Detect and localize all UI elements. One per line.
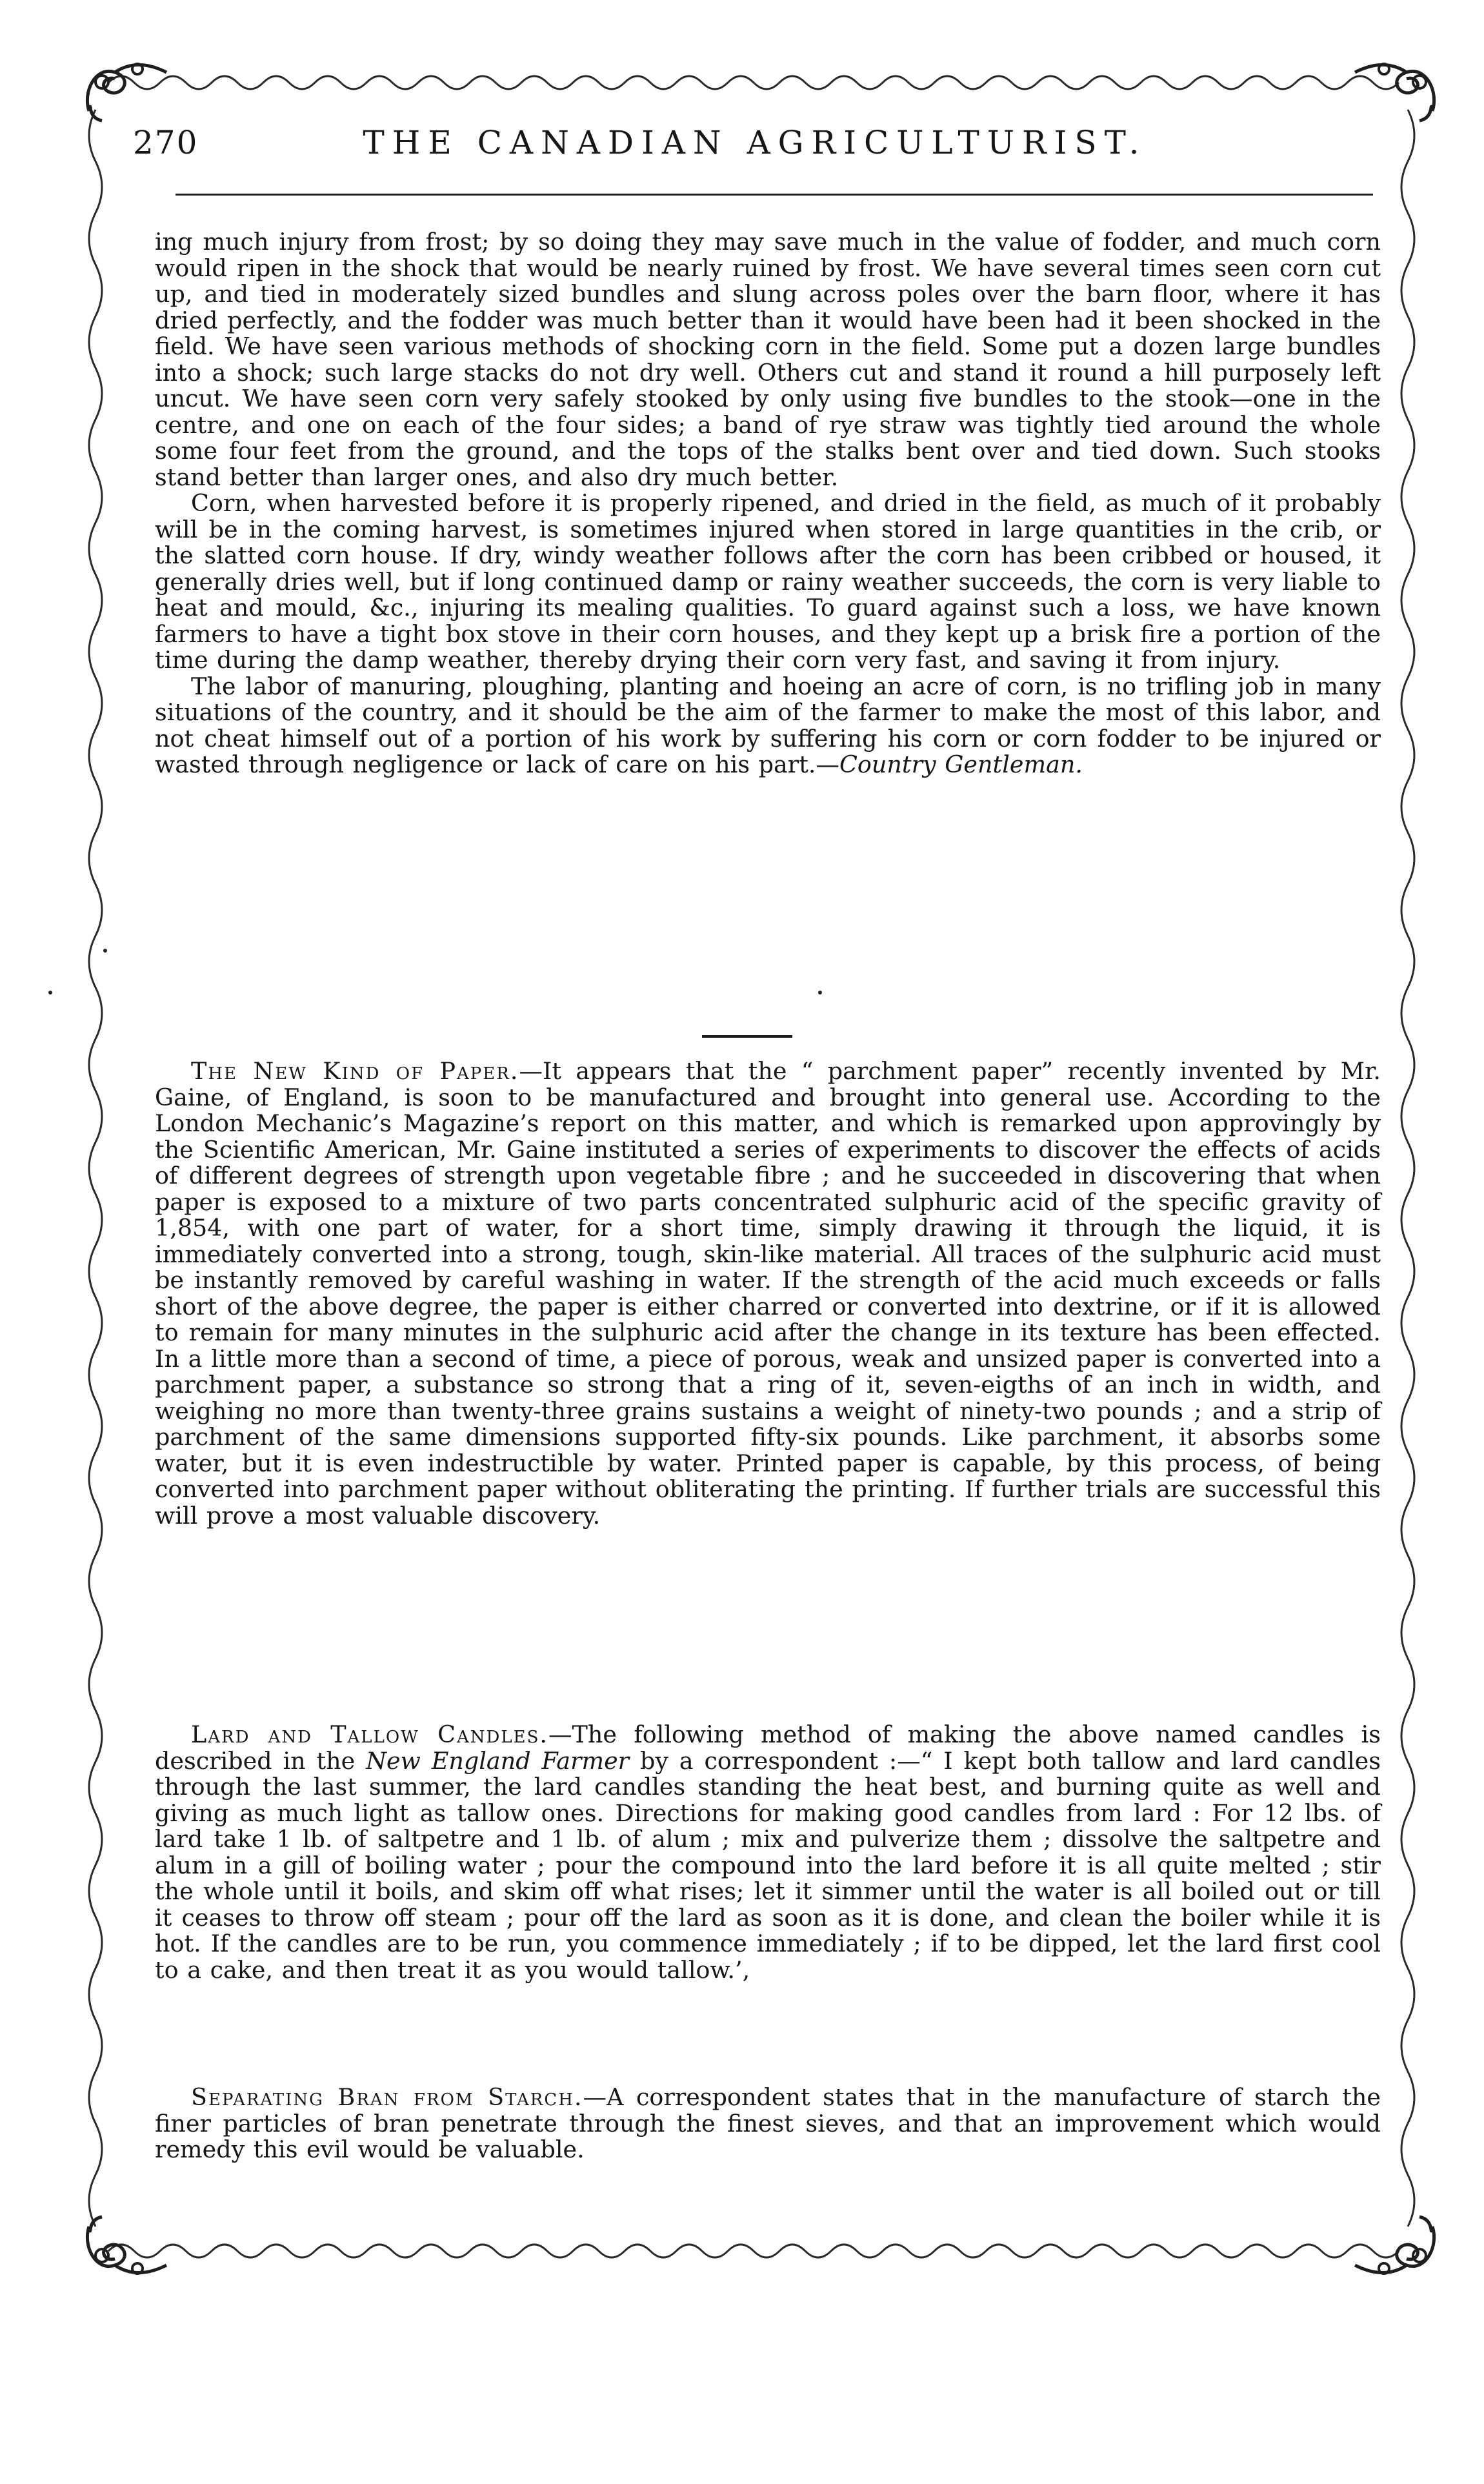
page-number: 270 [133,124,199,161]
paper-body: —It appears that the “ parchment paper” recently invented by Mr. Gaine, of England, is soon to be manufactured and brought into general use. According to the London Mechanic’s Magazine’s report on this matter, and which is remarked upon approvingly by the Scientific American, Mr. Gaine instituted a series of experiments to discover the effects of acids of different degrees of strength upon vegetable fibre ; and he succeeded in discovering that when paper is exposed to a mixture of two parts concentrated sulphuric acid of the specific gravity of 1,854, with one part of water, for a short time, simply drawing it through the liquid, it is immediately converted into a strong, tough, skin-like material. All traces of the sulphuric acid must be instantly removed by careful washing in water. If the strength of the acid much exceeds or falls short of the above degree, the paper is either charred or converted into dextrine, or if it is allowed to remain for many minutes in the sulphuric acid after the change in its texture has been effected. In a little more than a second of time, a piece of porous, weak and unsized paper is converted into a parchment paper, a substance so strong that a ring of it, seven-eigths of an inch in width, and weighing no more than twenty-three grains sustains a weight of ninety-two pounds ; and a strip of parchment of the same dimensions supported fifty-six pounds. Like parchment, it absorbs some water, but it is even indestructible by water. Printed paper is capable, by this process, of being converted into parchment paper without obliterating the printing. If further trials are successful this will prove a most valuable discovery. [155,1057,1381,1530]
paper-article [155,1058,1381,1529]
print-speck [48,991,52,995]
candles-body: by a correspondent :—“ I kept both tallow and lard candles through the last summer, the lard candles standing the heat best, and burning quite as well and giving as much light as tallow ones. Directions for making good candles from lard : For 12 lbs. of lard take 1 lb. of saltpetre and 1 lb. of alum ; mix and pulverize them ; dissolve the saltpetre and alum in a gill of boiling water ; pour the compound into the lard before it is all quite melted ; stir the whole until it boils, and skim off what rises; let it simmer until the water is all boiled out or till it ceases to throw off steam ; pour off the lard as soon as it is done, and clean the boiler while it is hot. If the candles are to be run, you commence immediately ; if to be dipped, let the lard first cool to a cake, and then treat it as you would tallow.’, [155,1746,1381,1984]
corn-paragraph-3-text: The labor of manuring, ploughing, planting and hoeing an acre of corn, is no trifling job in many situations of the country, and it should be the aim of the farmer to make the most of this labor, and not cheat himself out of a portion of his work by suffering his corn or corn fodder to be injured or wasted through negligence or lack of care on his part.— [155,672,1381,778]
running-header [129,124,1381,182]
bottom-border-ornament [83,2225,1438,2277]
top-border-ornament [83,57,1438,108]
candles-intro: —The following method of making the above named candles is described in the [155,1721,1381,1775]
section-divider [702,1035,792,1038]
paper-heading: The New Kind of Paper. [191,1057,519,1085]
bran-heading: Separating Bran from Starch. [191,2083,583,2111]
bran-paragraph [155,2085,1381,2163]
corn-paragraph-3 [155,674,1381,778]
bran-body: —A correspondent states that in the manufacture of starch the finer particles of bran penetrate through the finest sieves, and that an improvement which would remedy this evil would be valuable. [155,2083,1381,2163]
corn-paragraph-2: Corn, when harvested before it is properly ripened, and dried in the field, as much of it probably will be in the coming harvest, is sometimes injured when stored in large quantities in the crib, or the slatted corn house. If dry, windy weather follows after the corn has been cribbed or housed, it generally dries well, but if long continued damp or rainy weather succeeds, the corn is very liable to heat and mould, &c., injuring its mealing qualities. To guard against such a loss, we have known farmers to have a tight box stove in their corn houses, and they kept up a brisk fire a portion of the time during the damp weather, thereby drying their corn very fast, and saving it from injury. [155,489,1381,674]
running-title: THE CANADIAN AGRICULTURIST. [363,124,1147,161]
corn-paragraph-1: ing much injury from frost; by so doing they may save much in the value of fodder, and much corn would ripen in the shock that would be nearly ruined by frost. We have several times seen corn cut up, and tied in moderately sized bundles and slung across poles over the barn floor, where it has dried perfectly, and the fodder was much better than it would have been had it been shocked in the field. We have seen various methods of shocking corn in the field. Some put a dozen large bundles into a shock; such large stacks do not dry well. Others cut and stand it round a hill purposely left uncut. We have seen corn very safely stooked by only using five bundles to the stook—one in the centre, and one on each of the four sides; a band of rye straw was tightly tied around the whole some four feet from the ground, and the tops of the stalks bent over and tied down. Such stooks stand better than larger ones, and also dry much better. [155,228,1381,491]
print-speck [103,949,107,953]
paper-paragraph [155,1058,1381,1529]
corn-source-credit: Country Gentleman. [839,751,1083,778]
print-speck [818,991,822,995]
bran-article [155,2085,1381,2163]
corner-flourish-top-left [76,53,173,124]
candles-paragraph [155,1722,1381,1983]
left-border-ornament [76,97,115,2239]
candles-source: New England Farmer [366,1746,630,1775]
candles-article [155,1722,1381,1983]
candles-heading: Lard and Tallow Candles. [191,1721,549,1748]
right-border-ornament [1389,97,1427,2239]
corner-flourish-bottom-right [1349,2214,1445,2285]
corner-flourish-bottom-left [76,2214,173,2285]
corn-article [155,229,1381,778]
header-rule [175,194,1373,196]
corner-flourish-top-right [1349,53,1445,124]
